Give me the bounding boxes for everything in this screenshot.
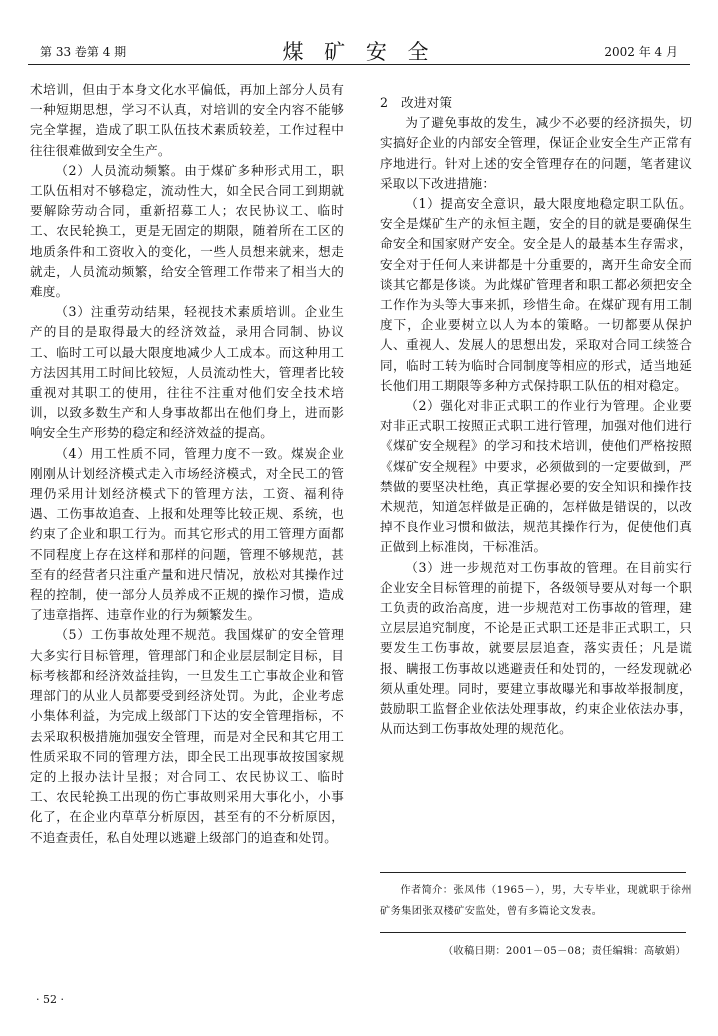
body-paragraph: （3）进一步规范对工伤事故的管理。在目前实行企业安全目标管理的前提下，各级领导要从对每一个职工负责的政治高度，进一步规范对工伤事故的管理，建立层层追究制度，不论是正式职工还是非正式职工，只要发生工伤事故，就要层层追查，落实责任；凡是谎报、瞒报工伤事故以逃避责任和处罚的，一经发现就必须从重处理。同时，要建立事故曝光和事故举报制度，鼓励职工监督企业依法处理事故，约束企业依法办事，从而达到工伤事故处理的规范化。 xyxy=(380,559,692,737)
body-paragraph: （1）提高安全意识，最大限度地稳定职工队伍。安全是煤矿生产的永恒主题，安全的目的就是要确保生命安全和国家财产安全。安全是人的最基本生存需求，安全对于任何人来讲都是十分重要的，离开生命安全而谈其它都是侈谈。为此煤矿管理者和职工都必须把安全工作作为头等大事来抓，珍惜生命。在煤矿现有用工制度下，企业要树立以人为本的策略。一切都要从保护人、重视人、发展人的思想出发，采取对合同工续签合同，临时工转为临时合同制度等相应的形式，适当地延长他们用工期限等多种方式保持职工队伍的相对稳定。 xyxy=(380,196,692,393)
issue-date: 2002 年 4 月 xyxy=(604,45,678,59)
section-heading: 2 改进对策 xyxy=(380,95,453,110)
body-paragraph: 术培训，但由于本身文化水平偏低，再加上部分人员有一种短期思想，学习不认真，对培训的安全内容不能够完全掌握，造成了职工队伍技术素质较差，工作过程中往往很难做到安全生产。 xyxy=(30,82,344,158)
body-paragraph: （3）注重劳动结果，轻视技术素质培训。企业生产的目的是取得最大的经济效益，录用合同制、协议工、临时工可以最大限度地减少人工成本。而这种用工方法因其用工时间比较短，人员流动性大，管理者比较重视对其职工的使用，往往不注重对他们安全技术培训，以致多数生产和人身事故都出在他们身上，进而影响安全生产形势的稳定和经济效益的提高。 xyxy=(30,304,344,441)
author-note-label: 作者简介： xyxy=(400,885,454,896)
received-date: （收稿日期：2001－05－08；责任编辑：高敏娟） xyxy=(442,946,686,957)
received-divider xyxy=(380,932,686,933)
journal-title: 煤 矿 安 全 xyxy=(282,40,436,64)
author-note-text: 张凤伟（1965－），男，大专毕业，现就职于徐州矿务集团张双楼矿安监处，曾有多篇论文发表。 xyxy=(380,885,692,917)
body-paragraph: 为了避免事故的发生，减少不必要的经济损失，切实搞好企业的内部安全管理，保证企业安全生产正常有序地进行。针对上述的安全管理存在的问题，笔者建议采取以下改进措施： xyxy=(380,115,692,191)
body-paragraph: （2）强化对非正式职工的作业行为管理。企业要对非正式职工按照正式职工进行管理，加强对他们进行《煤矿安全规程》的学习和技术培训，使他们严格按照《煤矿安全规程》中要求，必须做到的一定要做到，严禁做的要坚决杜绝，真正掌握必要的安全知识和操作技术规范，知道怎样做是正确的，怎样做是错误的，以改掉不良作业习惯和做法，规范其操作行为，促使他们真正做到上标准岗，干标准活。 xyxy=(380,398,692,555)
author-note xyxy=(380,880,692,922)
page-header xyxy=(28,36,690,65)
body-paragraph: （2）人员流动频繁。由于煤矿多种形式用工，职工队伍相对不够稳定，流动性大，如全民合同工到期就要解除劳动合同，重新招募工人；农民协议工、临时工、农民轮换工，更是无固定的期限，随着所在工区的地质条件和工资收入的变化，一些人员想来就来，想走就走，人员流动频繁，给安全管理工作带来了相当大的难度。 xyxy=(30,162,344,300)
body-paragraph: （5）工伤事故处理不规范。我国煤矿的安全管理大多实行目标管理，管理部门和企业层层制定目标，目标考核都和经济效益挂钩，一旦发生工亡事故企业和管理部门的从业人员都要受到经济处罚。为此，企业考虑小集体利益，为完成上级部门下达的安全管理指标，不去采取积极措施加强安全管理，而是对全民和其它用工性质采取不同的管理方法，即全民工出现事故按国家规定的上报办法计呈报；对合同工、农民协议工、临时工、农民轮换工出现的伤亡事故则采用大事化小，小事化了，在企业内草草分析原因，甚至有的不分析原因，不追查责任，私自处理以逃避上级部门的追查和处罚。 xyxy=(30,627,344,845)
page-number: · 52 · xyxy=(36,993,64,1006)
footnote-divider xyxy=(380,872,686,873)
left-column xyxy=(30,80,344,848)
right-column xyxy=(380,93,692,740)
body-paragraph: （4）用工性质不同，管理力度不一致。煤炭企业刚刚从计划经济模式走入市场经济模式，对全民工的管理仍采用计划经济模式下的管理方法，工资、福利待遇、工伤事故追查、上报和处理等比较正规、系统，也约束了企业和职工行为。而其它形式的用工管理方面都不同程度上存在这样和那样的问题，管理不够规范，甚至有的经营者只注重产量和进尺情况，放松对其操作过程的控制，使一部分人员养成不正规的操作习惯，造成了违章指挥、违章作业的行为频繁发生。 xyxy=(30,445,344,623)
issue-label: 第 33 卷第 4 期 xyxy=(40,45,127,59)
